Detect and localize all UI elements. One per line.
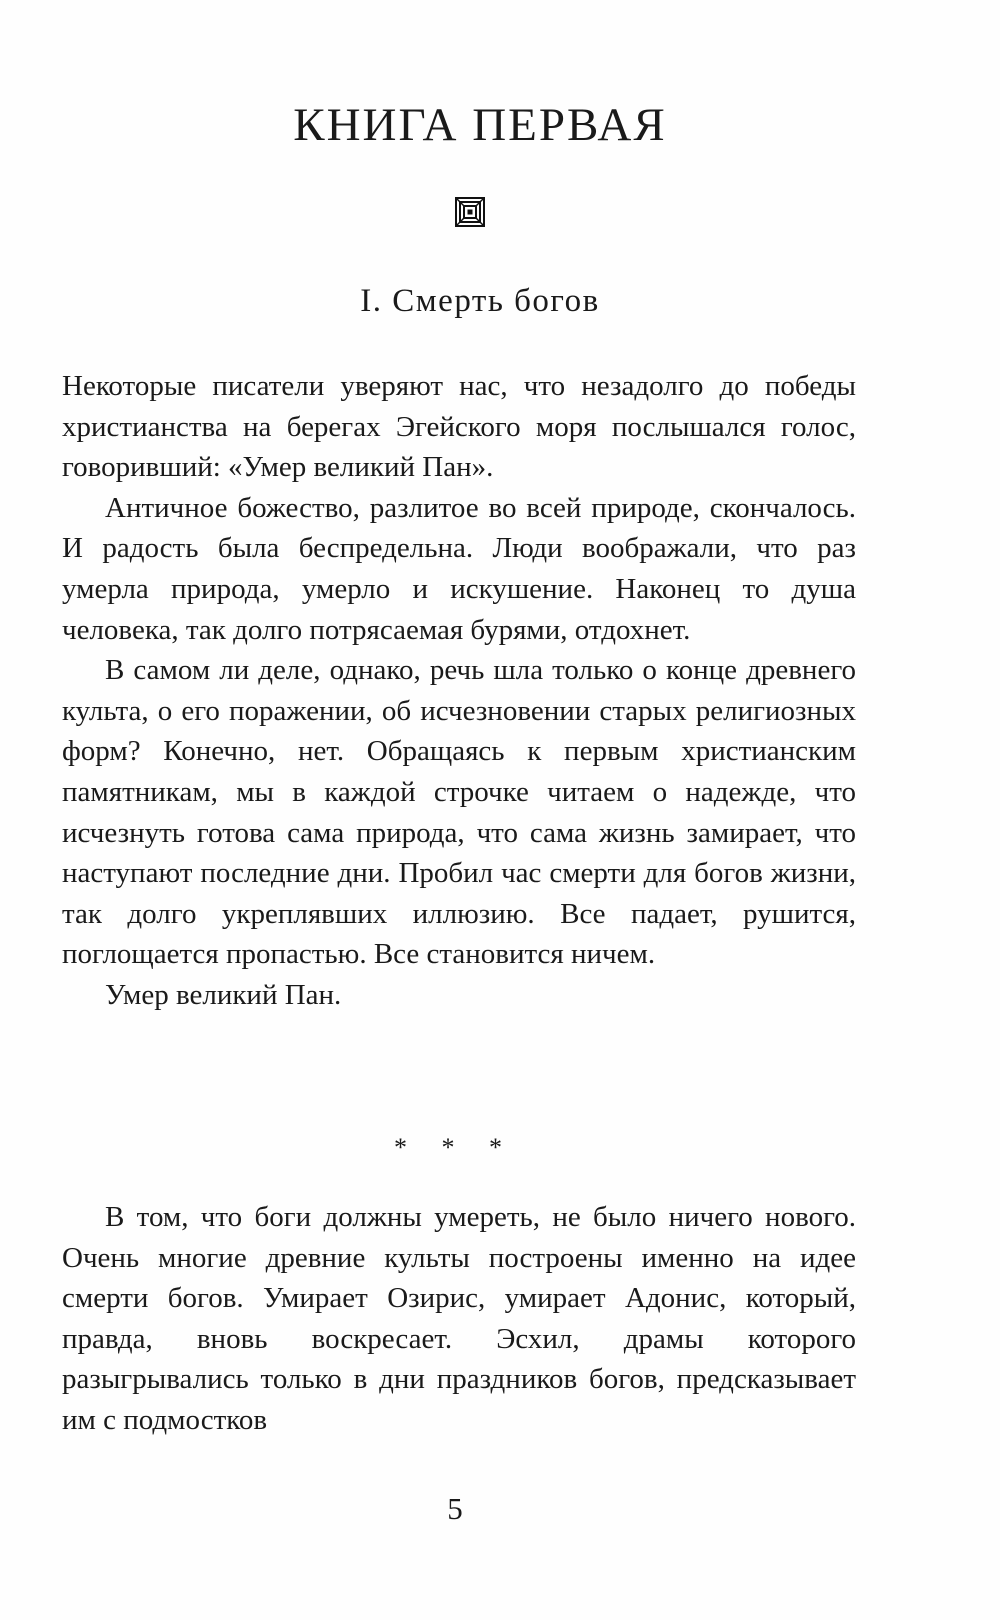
paragraph-2: Античное божество, разлитое во всей природе, скончалось. И радость была беспредельна. Люди воображали, что раз умерла природа, умерло и искушение. Наконец то душа человека, так долго потрясаемая бурями, отдохнет. <box>62 491 856 646</box>
paragraph-4: Умер великий Пан. <box>105 978 342 1011</box>
chapter-title: I. Смерть богов <box>360 283 600 319</box>
book-title: КНИГА ПЕРВАЯ <box>293 99 667 151</box>
page-number: 5 <box>447 1491 463 1526</box>
text-section-after-break <box>62 1197 856 1441</box>
section-separator: * * * <box>394 1133 516 1162</box>
text-section-before-break <box>62 366 856 1016</box>
paragraph-5: В том, что боги должны умереть, не было ничего нового. Очень многие древние культы построены именно на идее смерти богов. Умирает Озирис, умирает Адонис, который, правда, вновь воскресает. Эсхил, драмы которого разыгрывались только в дни праздников богов, предсказывает им с подмостков <box>62 1201 856 1436</box>
nested-square-ornament-icon <box>455 197 485 227</box>
paragraph-1: Некоторые писатели уверяют нас, что незадолго до победы христианства на берегах Эгейского моря послышался голос, говоривший: «Умер великий Пан». <box>62 370 856 484</box>
paragraph-3: В самом ли деле, однако, речь шла только о конце древнего культа, о его поражении, об исчезновении старых религиозных форм? Конечно, нет. Обращаясь к первым христианским памятникам, мы в каждой строчке читаем о надежде, что исчезнуть готова сама природа, что сама жизнь замирает, что наступают последние дни. Пробил час смерти для богов жизни, так долго укреплявших иллюзию. Все падает, рушится, поглощается пропастью. Все становится ничем. <box>62 654 856 971</box>
